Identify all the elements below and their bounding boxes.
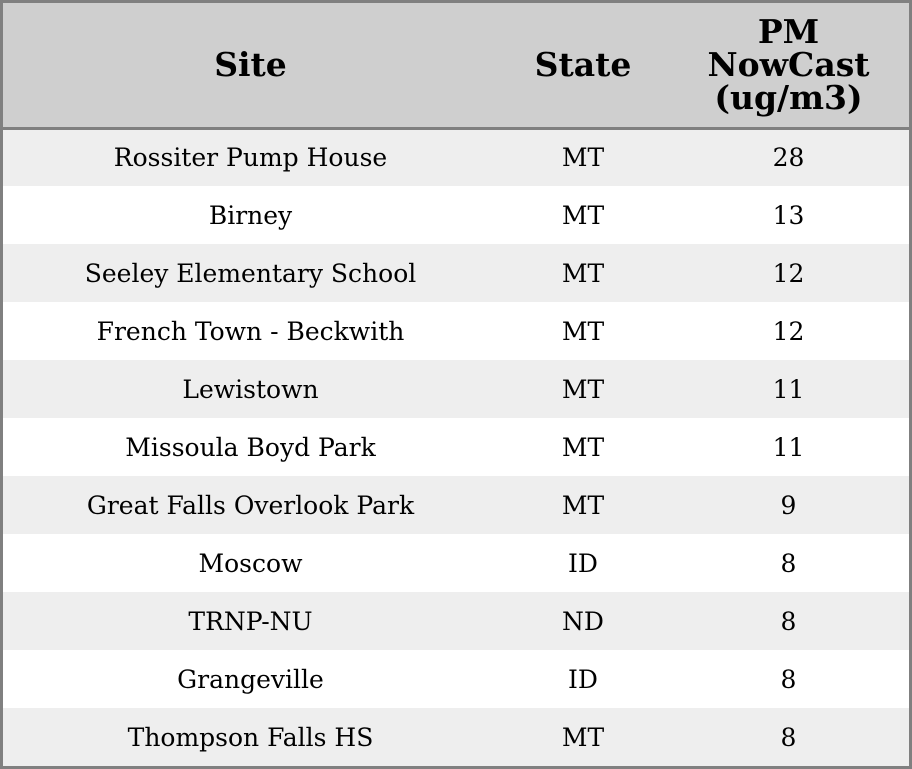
site-cell: French Town - Beckwith <box>96 316 405 346</box>
site-cell: Missoula Boyd Park <box>125 432 376 462</box>
column-header-site: Site <box>3 3 498 128</box>
site-cell: Moscow <box>198 548 303 578</box>
table-row <box>3 186 909 244</box>
table-row <box>3 128 909 186</box>
table-row <box>3 302 909 360</box>
state-cell: MT <box>561 374 605 404</box>
site-cell: Birney <box>208 200 293 230</box>
pm-value-cell: 12 <box>772 258 805 288</box>
table-row <box>3 360 909 418</box>
state-cell: MT <box>561 432 605 462</box>
site-cell: Grangeville <box>177 664 324 694</box>
pm-value-cell: 28 <box>772 143 805 173</box>
column-header-state: State <box>498 3 668 128</box>
table-row <box>3 650 909 708</box>
table-row <box>3 534 909 592</box>
state-cell: MT <box>561 200 605 230</box>
table-header <box>3 3 909 128</box>
header-line: (ug/m3) <box>714 78 863 118</box>
pm-value-cell: 8 <box>780 722 797 752</box>
pm-value-cell: 11 <box>772 432 805 462</box>
state-cell: MT <box>561 722 605 752</box>
state-cell: MT <box>561 316 605 346</box>
table-row <box>3 418 909 476</box>
pm-nowcast-table <box>3 3 909 766</box>
state-cell: ND <box>562 606 604 636</box>
pm-value-cell: 11 <box>772 374 805 404</box>
site-cell: Rossiter Pump House <box>113 143 388 173</box>
pm-value-cell: 8 <box>780 664 797 694</box>
site-cell: Great Falls Overlook Park <box>86 490 415 520</box>
header-row <box>3 3 909 128</box>
header-line: PM <box>757 12 820 52</box>
state-cell: MT <box>561 143 605 173</box>
state-cell: MT <box>561 258 605 288</box>
pm-value-cell: 8 <box>780 606 797 636</box>
state-cell: MT <box>561 490 605 520</box>
site-cell: Lewistown <box>182 374 319 404</box>
column-header-pm-nowcast <box>668 3 909 128</box>
state-cell: ID <box>568 548 598 578</box>
table-row <box>3 244 909 302</box>
pm-value-cell: 12 <box>772 316 805 346</box>
table-row <box>3 592 909 650</box>
site-cell: Seeley Elementary School <box>84 258 417 288</box>
table-body <box>3 128 909 766</box>
pm-value-cell: 8 <box>780 548 797 578</box>
pm-value-cell: 13 <box>772 200 805 230</box>
pm-value-cell: 9 <box>780 490 797 520</box>
table-row <box>3 476 909 534</box>
header-line: NowCast <box>707 45 870 85</box>
state-cell: ID <box>568 664 598 694</box>
site-cell: TRNP-NU <box>188 606 313 636</box>
table-row <box>3 708 909 766</box>
site-cell: Thompson Falls HS <box>127 722 374 752</box>
